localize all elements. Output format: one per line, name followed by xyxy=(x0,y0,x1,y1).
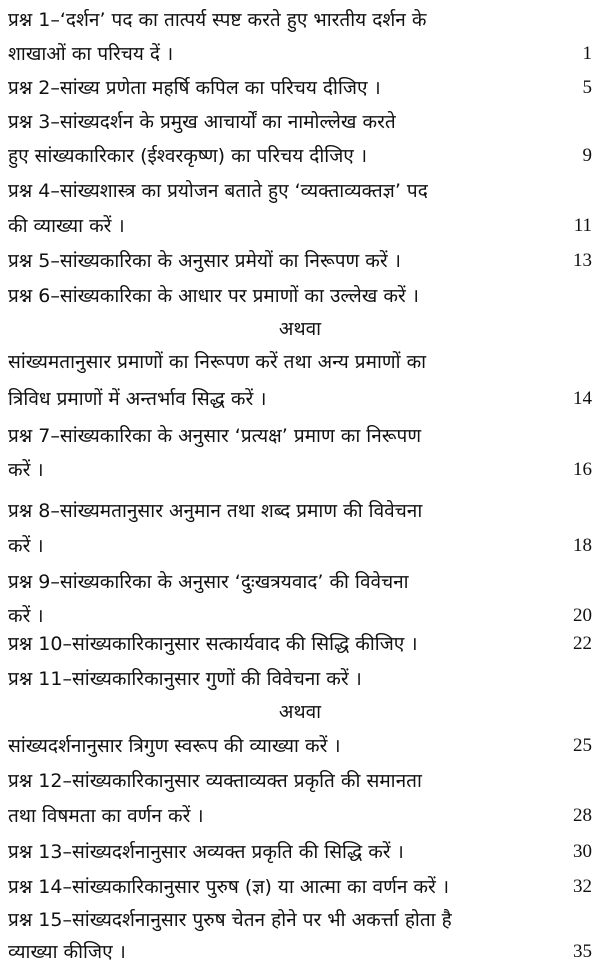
toc-text: करें । xyxy=(8,535,44,557)
toc-line xyxy=(8,530,592,562)
toc-text: की व्याख्या करें । xyxy=(8,215,125,237)
toc-text: सांख्यदर्शनानुसार त्रिगुण स्वरूप की व्याख्या करें । xyxy=(8,735,341,757)
toc-line xyxy=(8,936,592,968)
page-number: 25 xyxy=(573,735,592,756)
toc-line xyxy=(8,140,592,172)
toc-line xyxy=(8,280,592,312)
toc-text: प्रश्न 1–‘दर्शन’ पद का तात्पर्य स्पष्ट करते हुए भारतीय दर्शन के xyxy=(8,9,427,31)
toc-line xyxy=(8,566,592,598)
toc-line xyxy=(8,383,592,415)
toc-text: प्रश्न 6–सांख्यकारिका के आधार पर प्रमाणों का उल्लेख करें । xyxy=(8,285,419,307)
toc-line xyxy=(8,730,592,762)
toc-text: प्रश्न 5–सांख्यकारिका के अनुसार प्रमेयों का निरूपण करें । xyxy=(8,250,401,272)
page-number: 1 xyxy=(582,43,592,64)
toc-line xyxy=(8,210,592,242)
toc-text: शाखाओं का परिचय दें । xyxy=(8,43,174,65)
page-number: 13 xyxy=(573,250,592,271)
toc-line xyxy=(8,663,592,695)
toc-text: प्रश्न 7–सांख्यकारिका के अनुसार ‘प्रत्यक्ष’ प्रमाण का निरूपण xyxy=(8,425,422,447)
toc-line xyxy=(8,72,592,104)
toc-text: प्रश्न 2–सांख्य प्रणेता महर्षि कपिल का परिचय दीजिए । xyxy=(8,77,381,99)
page-number: 28 xyxy=(573,805,592,826)
toc-text: प्रश्न 3–सांख्यदर्शन के प्रमुख आचार्यों का नामोल्लेख करते xyxy=(8,111,396,133)
toc-line xyxy=(8,871,592,903)
page-number: 35 xyxy=(573,941,592,962)
toc-text: सांख्यमतानुसार प्रमाणों का निरूपण करें तथा अन्य प्रमाणों का xyxy=(8,351,427,373)
page-number: 18 xyxy=(573,535,592,556)
toc-text: प्रश्न 12–सांख्यकारिकानुसार व्यक्ताव्यक्त प्रकृति की समानता xyxy=(8,770,422,792)
toc-line xyxy=(8,106,592,138)
toc-text: प्रश्न 14–सांख्यकारिकानुसार पुरुष (ज्ञ) या आत्मा का वर्णन करें । xyxy=(8,876,450,898)
toc-line xyxy=(8,420,592,452)
toc-text: प्रश्न 10–सांख्यकारिकानुसार सत्कार्यवाद की सिद्धि कीजिए । xyxy=(8,633,418,655)
toc-line xyxy=(8,765,592,797)
toc-line xyxy=(8,904,592,936)
toc-text: त्रिविध प्रमाणों में अन्तर्भाव सिद्ध करें । xyxy=(8,388,267,410)
toc-text: प्रश्न 11–सांख्यकारिकानुसार गुणों की विवेचना करें । xyxy=(8,668,362,690)
toc-text: करें । xyxy=(8,459,44,481)
page-number: 30 xyxy=(573,841,592,862)
page-number: 14 xyxy=(573,388,592,409)
separator-text: अथवा xyxy=(278,701,322,723)
toc-text: प्रश्न 15–सांख्यदर्शनानुसार पुरुष चेतन होने पर भी अकर्त्ता होता है xyxy=(8,909,452,931)
toc-line xyxy=(8,346,592,378)
toc-line xyxy=(8,4,592,36)
toc-text: करें । xyxy=(8,605,44,627)
page-number: 16 xyxy=(573,459,592,480)
page-number: 20 xyxy=(573,605,592,626)
toc-text: प्रश्न 4–सांख्यशास्त्र का प्रयोजन बताते हुए ‘व्यक्ताव्यक्तज्ञ’ पद xyxy=(8,180,428,202)
page-number: 5 xyxy=(582,77,592,98)
toc-line xyxy=(8,836,592,868)
toc-line xyxy=(8,454,592,486)
toc-line xyxy=(8,38,592,70)
toc-separator xyxy=(8,696,592,728)
toc-line xyxy=(8,800,592,832)
page-number: 9 xyxy=(582,145,592,166)
page-number: 22 xyxy=(573,633,592,654)
toc-text: प्रश्न 9–सांख्यकारिका के अनुसार ‘दुःखत्रयवाद’ की विवेचना xyxy=(8,571,409,593)
toc-line xyxy=(8,245,592,277)
toc-text: व्याख्या कीजिए । xyxy=(8,941,126,963)
page-number: 11 xyxy=(573,215,592,236)
toc-line xyxy=(8,628,592,660)
separator-text: अथवा xyxy=(278,318,322,340)
toc-text: हुए सांख्यकारिकार (ईश्वरकृष्ण) का परिचय दीजिए । xyxy=(8,145,368,167)
toc-separator xyxy=(8,313,592,345)
toc-text: तथा विषमता का वर्णन करें । xyxy=(8,805,204,827)
page-number: 32 xyxy=(573,876,592,897)
toc-text: प्रश्न 8–सांख्यमतानुसार अनुमान तथा शब्द प्रमाण की विवेचना xyxy=(8,500,423,522)
toc-line xyxy=(8,175,592,207)
toc-text: प्रश्न 13–सांख्यदर्शनानुसार अव्यक्त प्रकृति की सिद्धि करें । xyxy=(8,841,404,863)
toc-line xyxy=(8,495,592,527)
